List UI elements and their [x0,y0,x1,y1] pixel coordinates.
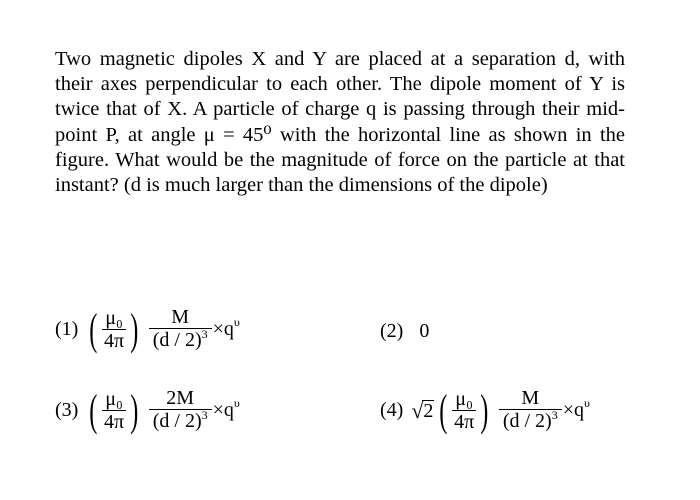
times-q: ×q [212,318,234,340]
option-number: (2) [380,320,404,342]
right-paren: ) [130,304,139,354]
option-3[interactable] [55,387,240,434]
fraction-denominator [149,410,212,434]
mu-over-4pi-fraction [102,307,126,352]
left-paren: ( [89,304,98,354]
fraction-denominator: 4π [454,411,475,433]
denominator-base: (d / 2) [152,410,202,432]
denominator-base: (d / 2) [152,329,202,351]
left-paren: ( [89,385,98,435]
denominator-power: 3 [201,408,208,422]
times-q-term [212,396,240,422]
right-paren: ) [130,385,139,435]
mu-over-4pi-fraction [452,388,476,433]
radical-sign: √ [411,397,424,423]
fraction-denominator: 4π [103,411,125,433]
radicand: 2 [423,400,434,422]
option-number: (4) [380,399,404,421]
times-q-term [562,396,590,422]
option-value: 0 [419,320,430,342]
moment-fraction [149,387,212,434]
fraction-numerator: μ₀ [105,307,123,329]
times-q-term [212,315,240,341]
denominator-power: 3 [201,327,208,341]
fraction-numerator: M [171,306,190,328]
sqrt-two [411,398,434,424]
fraction-numerator: μ₀ [105,388,123,410]
right-paren: ) [480,385,489,435]
moment-fraction [149,306,212,353]
fraction-numerator: 2M [166,387,195,409]
q-superscript: υ [233,396,240,410]
option-number: (1) [55,318,79,340]
fraction-numerator: M [521,387,540,409]
moment-fraction [499,387,562,434]
q-superscript: υ [233,315,240,329]
denominator-power: 3 [551,408,558,422]
mu-over-4pi-fraction [102,388,126,433]
fraction-denominator [149,329,212,353]
mu-over-4pi-factor [436,385,491,435]
option-1[interactable] [55,306,240,353]
option-4[interactable] [380,387,590,434]
fraction-denominator [499,410,562,434]
option-number: (3) [55,399,79,421]
times-q: ×q [212,399,234,421]
fraction-numerator: μ₀ [455,388,473,410]
fraction-denominator: 4π [103,330,125,352]
denominator-base: (d / 2) [502,410,552,432]
option-2[interactable] [380,320,429,343]
q-superscript: υ [584,396,590,410]
times-q: ×q [562,399,584,421]
mu-over-4pi-factor [86,304,141,354]
left-paren: ( [439,385,448,435]
mu-over-4pi-factor [86,385,141,435]
question-text: Two magnetic dipoles X and Y are placed at a separation d, with their axes perpendicular to each other. The dipole moment of Y is twice that of X. A particle of charge q is passing through their mid-point P, at angle μ = 45⁰ with the horizontal line as shown in the figure. What would be the magnitude of force on the particle at that instant? (d is much larger than the dimensions of the dipole) [55,48,625,197]
